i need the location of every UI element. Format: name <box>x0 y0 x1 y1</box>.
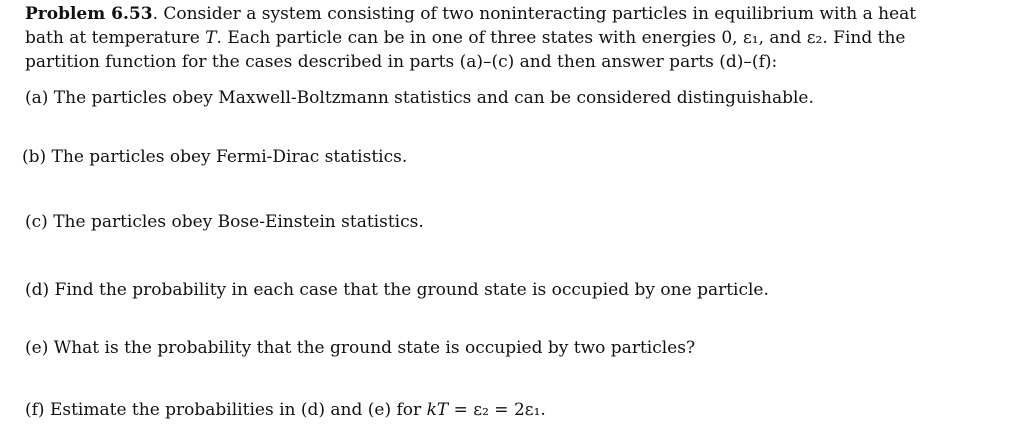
part-e: (e) What is the probability that the ground state is occupied by two particles? <box>25 338 696 358</box>
problem-line-2 <box>25 26 935 50</box>
problem-line-3: partition function for the cases described in parts (a)–(c) and then answer parts (d)–(f): <box>25 52 778 72</box>
problem-statement <box>25 2 935 74</box>
problem-line-1 <box>25 2 935 26</box>
part-b: (b) The particles obey Fermi-Dirac statistics. <box>22 147 408 167</box>
temperature-symbol: T <box>205 28 217 48</box>
part-f <box>25 398 546 422</box>
part-a: (a) The particles obey Maxwell-Boltzmann statistics and can be considered distinguishable. <box>25 88 814 108</box>
problem-line-2-start: bath at temperature <box>25 28 206 48</box>
part-f-equation: = ε₂ = 2ε₁. <box>448 400 546 420</box>
part-c: (c) The particles obey Bose-Einstein statistics. <box>25 212 424 232</box>
part-f-text: (f) Estimate the probabilities in (d) and (e) for <box>25 400 427 420</box>
problem-label: Problem 6.53 <box>25 4 153 24</box>
kt-symbol: kT <box>426 400 449 420</box>
problem-line-2-end: . Each particle can be in one of three states with energies 0, ε₁, and ε₂. Find the <box>216 28 906 48</box>
problem-line-1-text: . Consider a system consisting of two noninteracting particles in equilibrium with a heat <box>152 4 917 24</box>
part-d: (d) Find the probability in each case that the ground state is occupied by one particle. <box>25 280 769 300</box>
